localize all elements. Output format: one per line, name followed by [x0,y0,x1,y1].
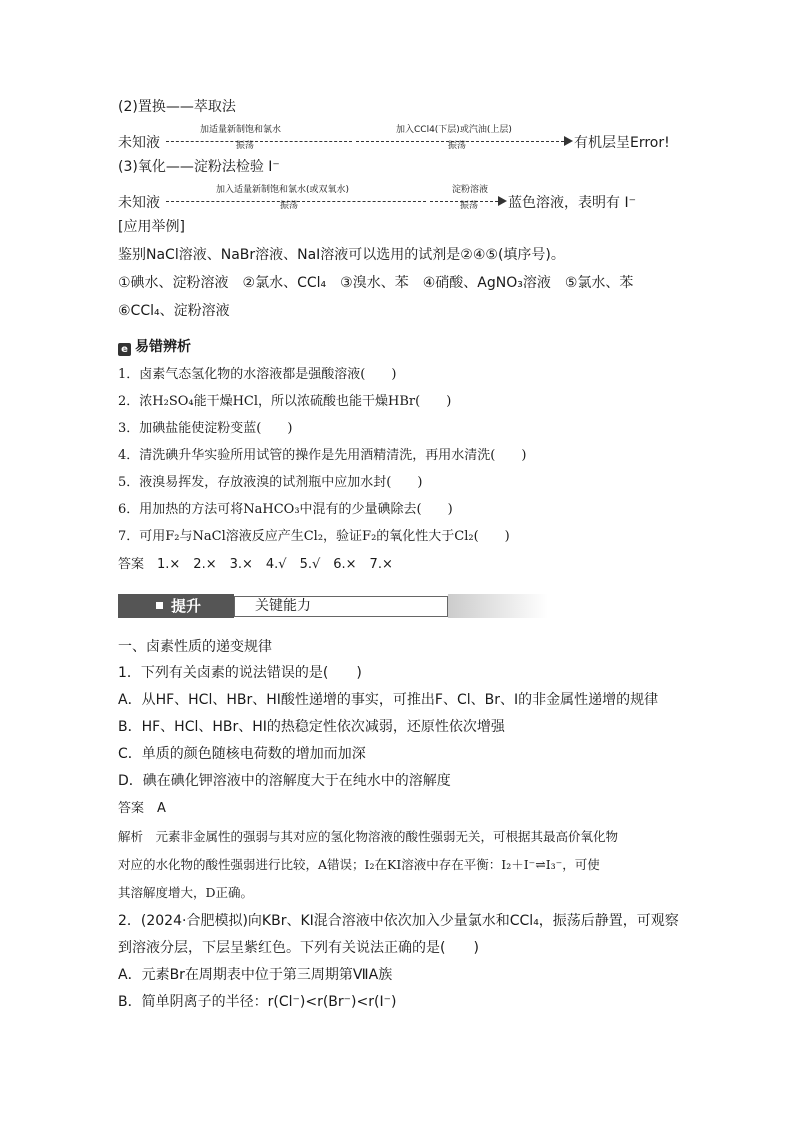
banner-gradient [448,594,548,618]
error-item: 3．加碘盐能使淀粉变蓝( ) [118,421,293,436]
example-options-line2: ⑥CCl₄、淀粉溶液 [118,303,230,319]
q1-explanation: 解析 元素非金属性的强弱与其对应的氢化物溶液的酸性强弱无关，可根据其最高价氧化物 [118,829,619,844]
flow-starch-test [118,182,718,212]
flow-step2-action: 振荡 [448,141,467,151]
flow-step1-action: 振荡 [280,201,299,211]
flow-result: 蓝色溶液，表明有 I⁻ [508,195,636,211]
q2-stem: 到溶液分层，下层呈紫红色。下列有关说法正确的是( ) [118,940,479,956]
error-item: 1．卤素气态氢化物的水溶液都是强酸溶液( ) [118,367,397,382]
banner-left [118,594,234,618]
flow-start: 未知液 [118,195,160,211]
q1-option: D．碘在碘化钾溶液中的溶解度大于在纯水中的溶解度 [118,773,451,789]
q1-stem: 1．下列有关卤素的说法错误的是( ) [118,665,362,681]
flow-arrow-1 [166,141,352,142]
q1-option: A．从HF、HCl、HBr、HI酸性递增的事实，可推出F、Cl、Br、I的非金属性递增的规律 [118,692,659,708]
square-bullet-icon [156,602,163,609]
flow-step1-reagent: 加入适量新制饱和氯水(或双氧水) [216,185,350,195]
flow-step1-reagent: 加适量新制饱和氯水 [200,125,282,135]
error-item: 2．浓H₂SO₄能干燥HCl，所以浓硫酸也能干燥HBr( ) [118,394,452,409]
section-e-icon: e [118,343,131,356]
q1-option: B．HF、HCl、HBr、HI的热稳定性依次减弱，还原性依次增强 [118,719,505,735]
arrowhead-icon [564,136,573,146]
errors-answer: 答案 1.× 2.× 3.× 4.√ 5.√ 6.× 7.× [118,557,393,572]
flow-result: 有机层呈Error! [574,135,670,151]
error-item: 6．用加热的方法可将NaHCO₃中混有的少量碘除去( ) [118,502,453,517]
q1-explanation: 其溶解度增大，D正确。 [118,885,254,900]
example-options-line1: ①碘水、淀粉溶液 ②氯水、CCl₄ ③溴水、苯 ④硝酸、AgNO₃溶液 ⑤氯水、苯 [118,275,634,291]
errors-heading-row [118,338,191,356]
q2-option: A．元素Br在周期表中位于第三周期第ⅦA族 [118,967,393,983]
example-question: 鉴别NaCl溶液、NaBr溶液、NaI溶液可以选用的试剂是②④⑤(填序号)。 [118,247,565,263]
banner-right [234,596,448,617]
section2-title: (2)置换——萃取法 [118,99,236,115]
flow-step2-action: 振荡 [460,201,479,211]
part1-heading: 一、卤素性质的递变规律 [118,639,272,655]
q1-explanation: 对应的水化物的酸性强弱进行比较，A错误；I₂在KI溶液中存在平衡：I₂＋I⁻⇌I₃⁻，可使 [118,857,600,872]
arrowhead-icon [498,196,507,206]
q1-answer: 答案 A [118,801,166,816]
error-item: 7．可用F₂与NaCl溶液反应产生Cl₂，验证F₂的氧化性大于Cl₂( ) [118,529,510,544]
flow-step1-action: 振荡 [236,141,255,151]
section3-title: (3)氧化——淀粉法检验 I⁻ [118,159,280,175]
q2-option: B．简单阴离子的半径：r(Cl⁻)<r(Br⁻)<r(I⁻) [118,994,397,1010]
flow-extraction [118,122,718,152]
q1-option: C．单质的颜色随核电荷数的增加而加深 [118,746,366,762]
flow-start: 未知液 [118,135,160,151]
example-heading: [应用举例] [118,219,185,235]
q2-stem: 2．(2024·合肥模拟)向KBr、KI混合溶液中依次加入少量氯水和CCl₄，振荡后静置，可观察 [118,913,679,929]
flow-step2-reagent: 淀粉溶液 [452,185,489,195]
banner-right-label: 关键能力 [255,598,311,614]
error-item: 4．清洗碘升华实验所用试管的操作是先用酒精清洗，再用水清洗( ) [118,448,527,463]
section-banner [118,594,432,618]
error-item: 5．液溴易挥发，存放液溴的试剂瓶中应加水封( ) [118,475,423,490]
flow-step2-reagent: 加入CCl4(下层)或汽油(上层) [396,125,512,135]
banner-left-label: 提升 [171,597,202,615]
errors-heading: 易错辨析 [135,339,191,355]
